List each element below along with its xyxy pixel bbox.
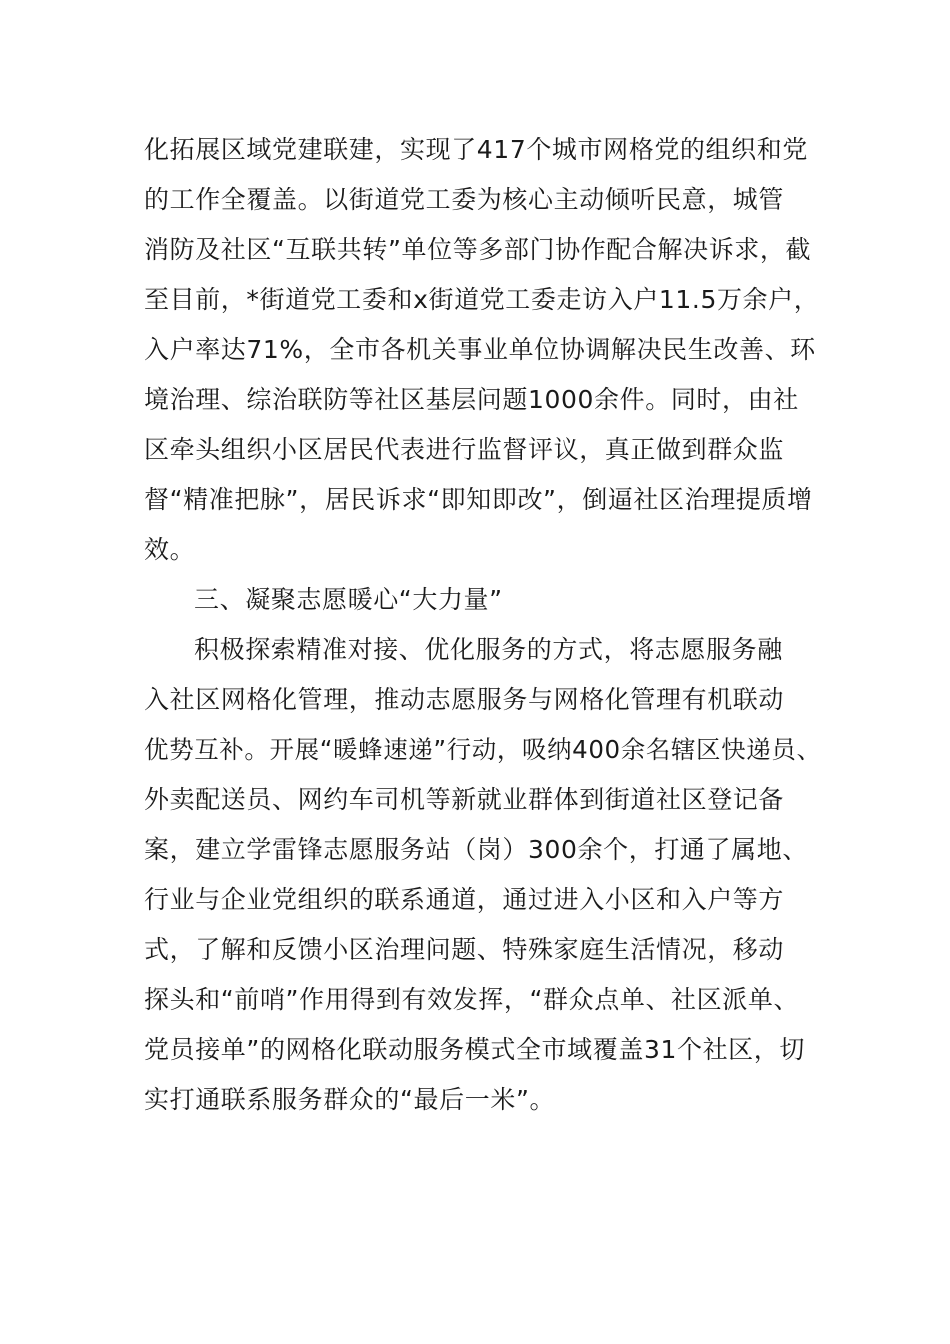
paragraph-1-line: 至目前，*街道党工委和x街道党工委走访入户11.5万余户，	[144, 285, 820, 314]
paragraph-2-line: 入社区网格化管理，推动志愿服务与网格化管理有机联动	[144, 685, 785, 714]
paragraph-2-line: 积极探索精准对接、优化服务的方式，将志愿服务融	[194, 635, 783, 664]
paragraph-1-line: 化拓展区域党建联建，实现了417个城市网格党的组织和党	[144, 135, 808, 164]
paragraph-2-line: 外卖配送员、网约车司机等新就业群体到街道社区登记备	[144, 785, 785, 814]
paragraph-1-line: 区牵头组织小区居民代表进行监督评议，真正做到群众监	[144, 435, 785, 464]
section-heading: 三、凝聚志愿暖心“大力量”	[194, 585, 503, 614]
paragraph-1-line: 消防及社区“互联共转”单位等多部门协作配合解决诉求，截	[144, 235, 812, 264]
paragraph-2-line: 优势互补。开展“暖蜂速递”行动，吸纳400余名辖区快递员、	[144, 735, 822, 764]
paragraph-2-line: 行业与企业党组织的联系通道，通过进入小区和入户等方	[144, 885, 785, 914]
paragraph-1-line: 的工作全覆盖。以街道党工委为核心主动倾听民意，城管	[144, 185, 785, 214]
paragraph-1-line: 境治理、综治联防等社区基层问题1000余件。同时，由社	[144, 385, 799, 414]
paragraph-2-line: 式，了解和反馈小区治理问题、特殊家庭生活情况，移动	[144, 935, 785, 964]
paragraph-2-line: 党员接单”的网格化联动服务模式全市域覆盖31个社区，切	[144, 1035, 805, 1064]
paragraph-2-line: 实打通联系服务群众的“最后一米”。	[144, 1085, 556, 1114]
paragraph-1-line: 效。	[144, 535, 196, 564]
paragraph-2-line: 探头和“前哨”作用得到有效发挥，“群众点单、社区派单、	[144, 985, 800, 1014]
paragraph-1-line: 入户率达71%，全市各机关事业单位协调解决民生改善、环	[144, 335, 816, 364]
paragraph-2-line: 案，建立学雷锋志愿服务站（岗）300余个，打通了属地、	[144, 835, 808, 864]
paragraph-1-line: 督“精准把脉”，居民诉求“即知即改”，倒逼社区治理提质增	[144, 485, 813, 514]
